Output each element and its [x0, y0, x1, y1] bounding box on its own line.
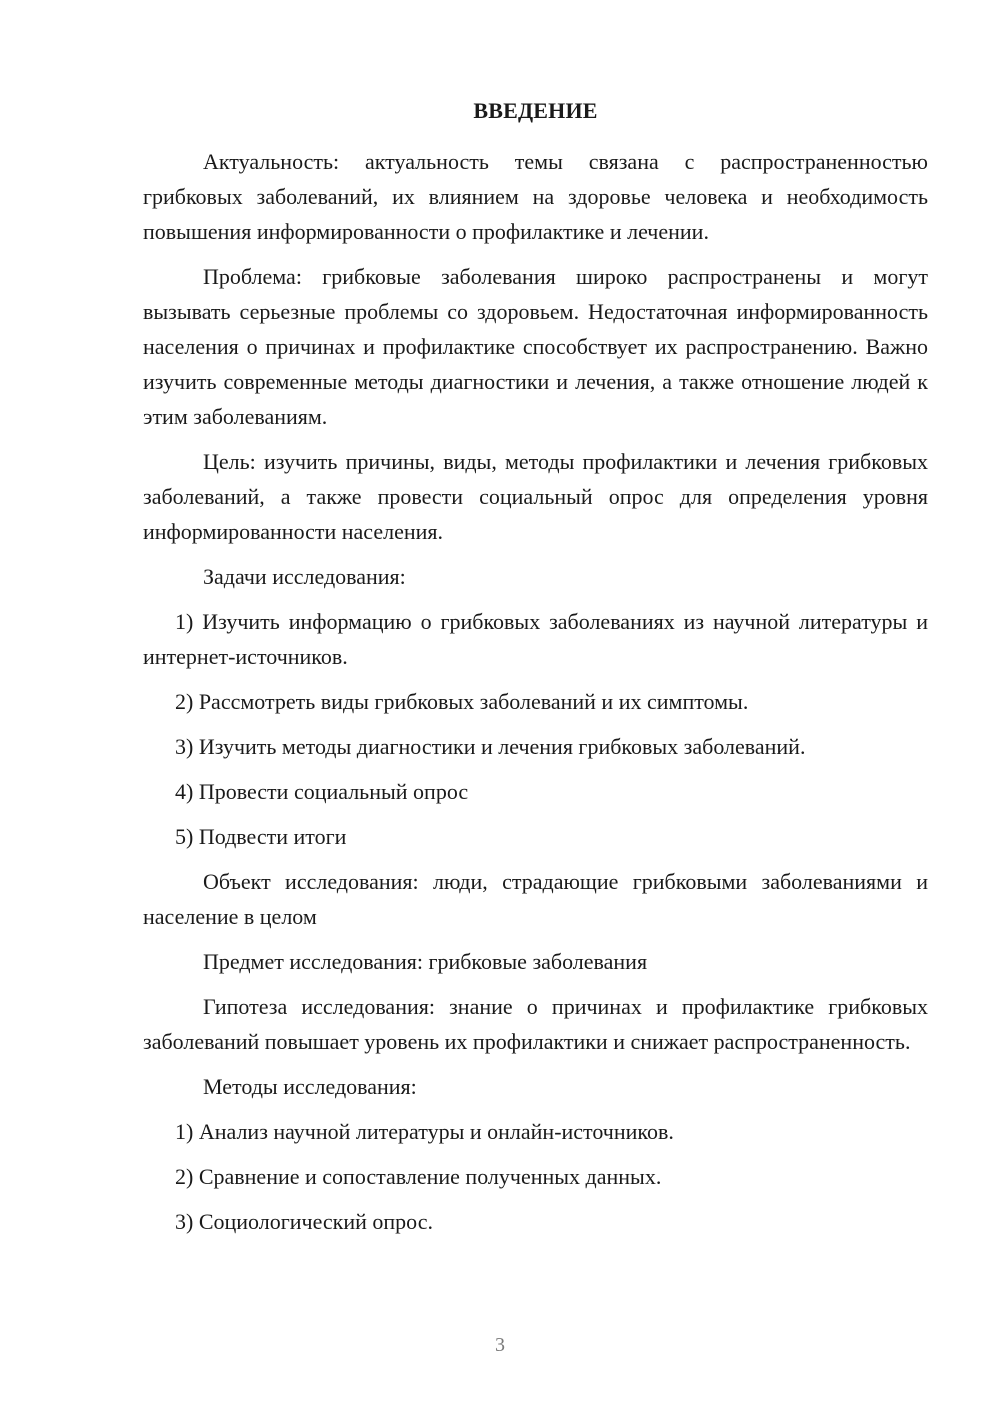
task-item: 4) Провести социальный опрос: [175, 779, 469, 804]
task-item: 3) Изучить методы диагностики и лечения грибковых заболеваний.: [175, 734, 806, 759]
problem-paragraph: Проблема: грибковые заболевания широко распространены и могут вызывать серьезные проблемы со здоровьем. Недостаточная информированность населения о причинах и профилактике способствует их распространению. Важно изучить современные методы диагностики и лечения, а также отношение людей к этим заболеваниям.: [143, 264, 928, 429]
subject-paragraph: Предмет исследования: грибковые заболевания: [203, 949, 648, 974]
task-item: 2) Рассмотреть виды грибковых заболеваний и их симптомы.: [175, 689, 749, 714]
method-item: 2) Сравнение и сопоставление полученных данных.: [175, 1164, 662, 1189]
methods-heading: Методы исследования:: [203, 1074, 417, 1099]
method-item: 3) Социологический опрос.: [175, 1209, 433, 1234]
hypothesis-paragraph: Гипотеза исследования: знание о причинах и профилактике грибковых заболеваний повышает уровень их профилактики и снижает распространенность.: [143, 994, 928, 1054]
method-item: 1) Анализ научной литературы и онлайн-источников.: [175, 1119, 674, 1144]
relevance-paragraph: Актуальность: актуальность темы связана с распространенностью грибковых заболеваний, их влиянием на здоровье человека и необходимость повышения информированности о профилактике и лечении.: [143, 149, 928, 244]
object-paragraph: Объект исследования: люди, страдающие грибковыми заболеваниями и население в целом: [143, 869, 928, 929]
task-item: 5) Подвести итоги: [175, 824, 347, 849]
goal-paragraph: Цель: изучить причины, виды, методы профилактики и лечения грибковых заболеваний, а также провести социальный опрос для определения уровня информированности населения.: [143, 449, 928, 544]
page-number: 3: [495, 1334, 505, 1356]
section-title: ВВЕДЕНИЕ: [473, 98, 598, 123]
document-page: [143, 96, 928, 1249]
task-item: 1) Изучить информацию о грибковых заболеваниях из научной литературы и интернет-источников.: [143, 609, 928, 669]
tasks-heading: Задачи исследования:: [203, 564, 406, 589]
